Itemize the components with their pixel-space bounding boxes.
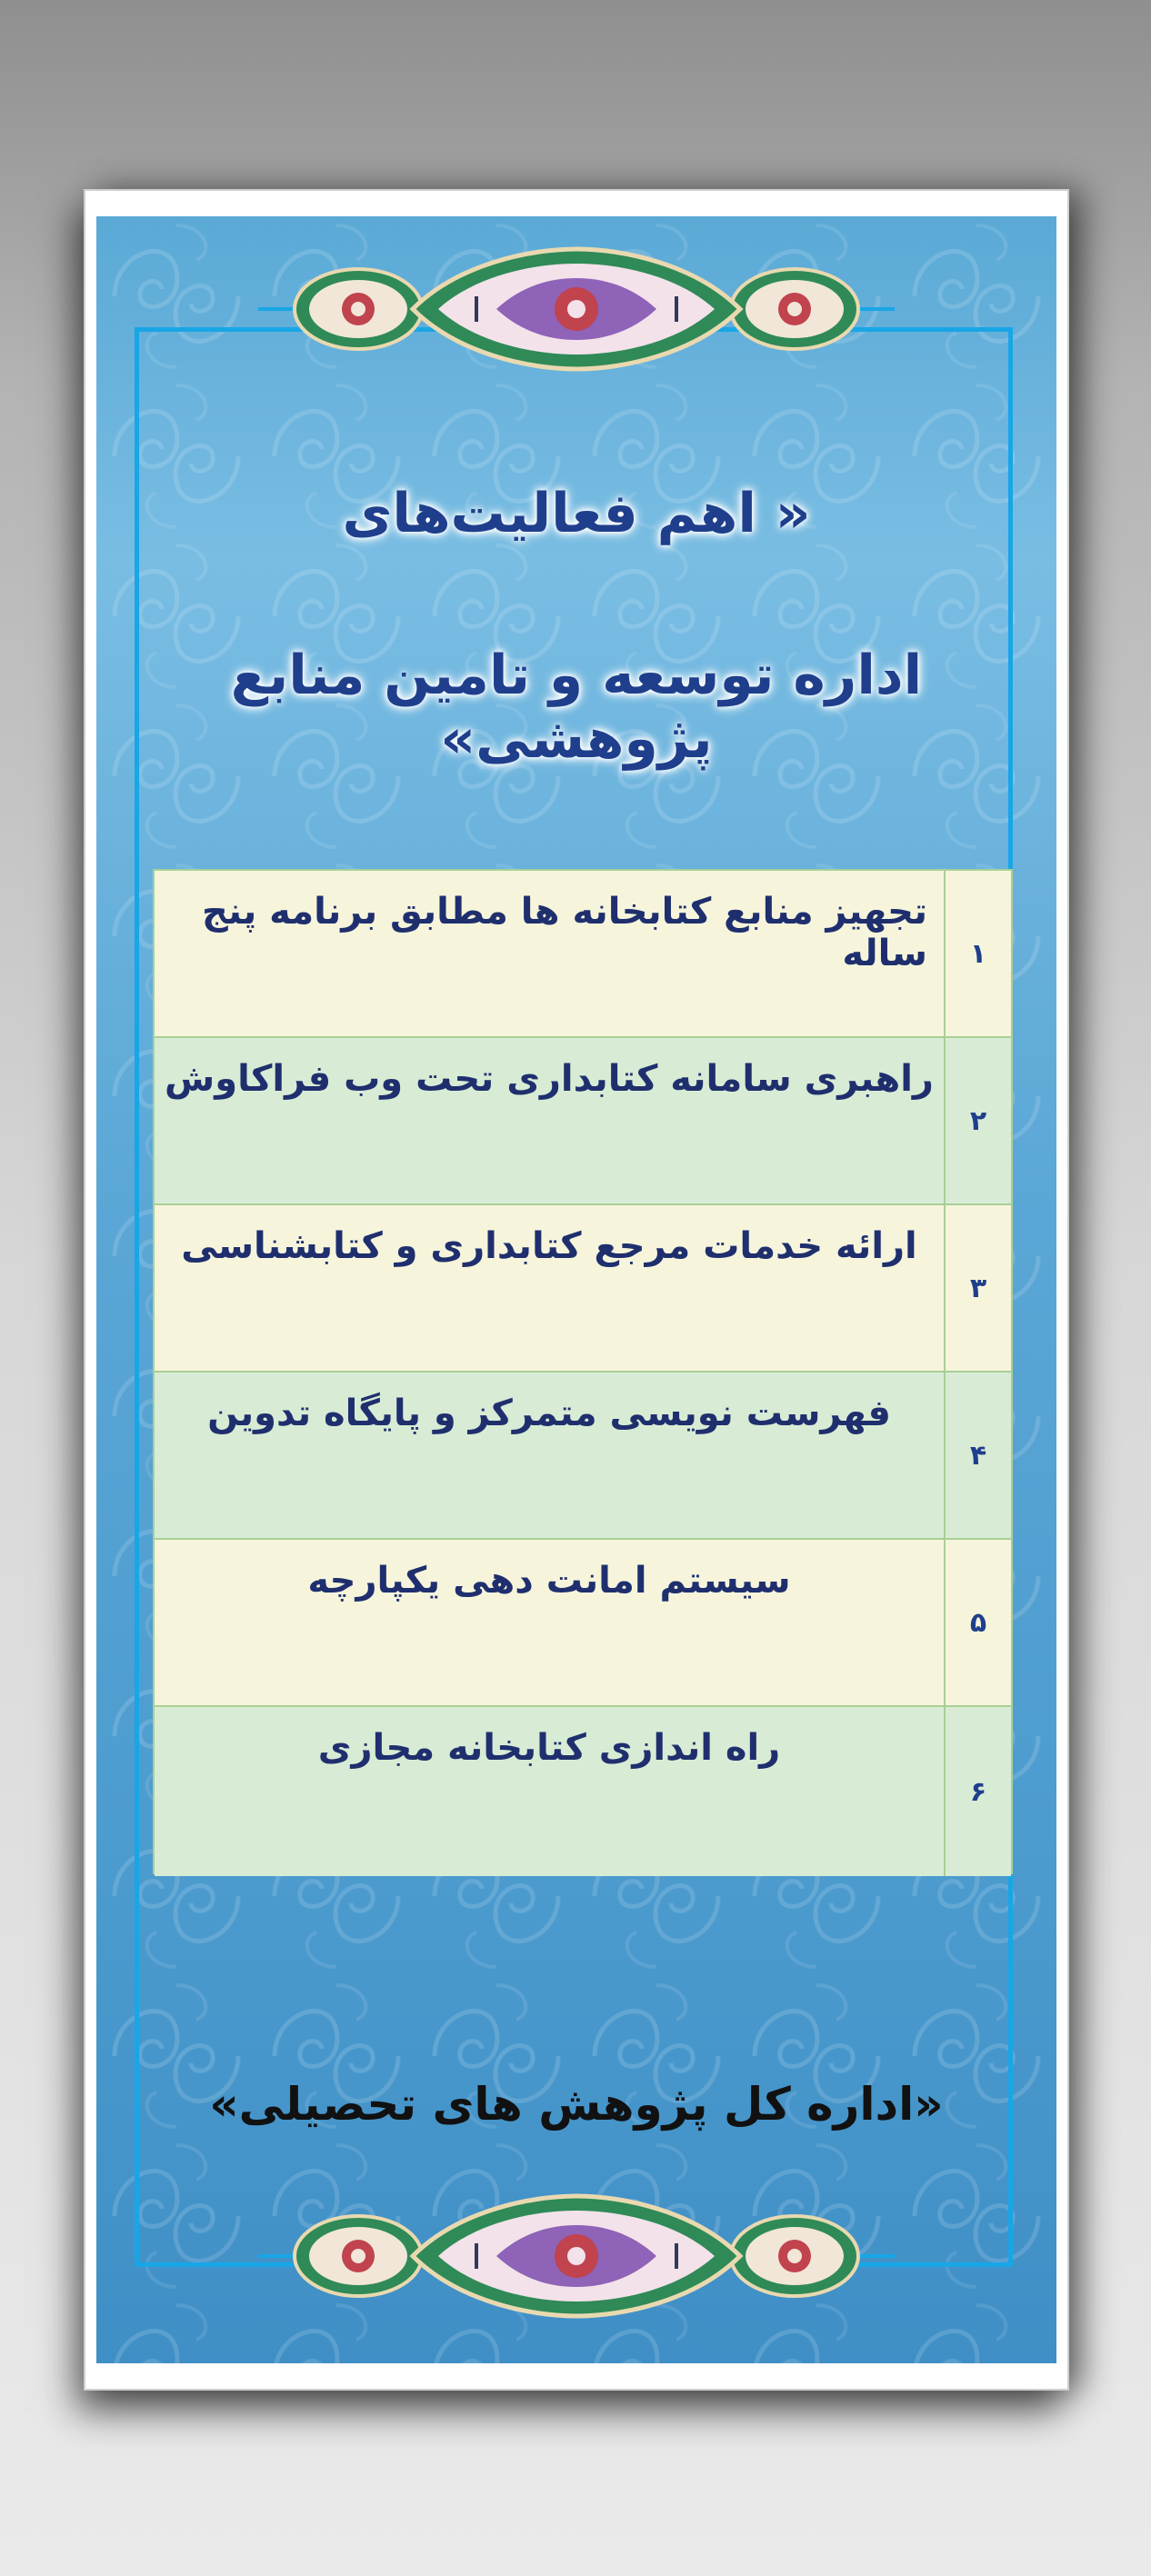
poster-title-line-2: اداره توسعه و تامین منابع پژوهشی» bbox=[230, 644, 923, 771]
row-text: تجهیز منابع کتابخانه ها مطابق برنامه پنج ساله bbox=[202, 891, 927, 974]
table-row bbox=[155, 1373, 1011, 1540]
row-text: ارائه خدمات مرجع کتابداری و کتابشناسی bbox=[181, 1225, 917, 1267]
row-text: فهرست نویسی متمرکز و پایگاه تدوین bbox=[207, 1393, 891, 1434]
footer-organization-name: «اداره کل پژوهش های تحصیلی» bbox=[209, 2078, 944, 2131]
poster bbox=[96, 216, 1056, 2363]
row-text: راهبری سامانه کتابداری تحت وب فراکاوش bbox=[165, 1058, 934, 1100]
row-number: ۱ bbox=[944, 871, 1011, 1036]
row-text: سیستم امانت دهی یکپارچه bbox=[307, 1560, 791, 1602]
activities-table bbox=[153, 869, 1013, 1874]
row-number: ۳ bbox=[944, 1205, 1011, 1371]
row-text: راه اندازی کتابخانه مجازی bbox=[317, 1727, 781, 1769]
table-row bbox=[155, 1540, 1011, 1707]
table-row bbox=[155, 1707, 1011, 1876]
table-row bbox=[155, 871, 1011, 1038]
persian-medallion-ornament-icon bbox=[258, 245, 895, 373]
table-row bbox=[155, 1038, 1011, 1205]
poster-title-line-1: « اهم فعالیت‌های bbox=[342, 482, 811, 545]
row-number: ۶ bbox=[944, 1707, 1011, 1876]
table-row bbox=[155, 1205, 1011, 1373]
row-number: ۲ bbox=[944, 1038, 1011, 1203]
row-number: ۴ bbox=[944, 1373, 1011, 1538]
persian-medallion-ornament-icon bbox=[258, 2192, 895, 2320]
row-number: ۵ bbox=[944, 1540, 1011, 1705]
poster-card bbox=[84, 189, 1069, 2391]
